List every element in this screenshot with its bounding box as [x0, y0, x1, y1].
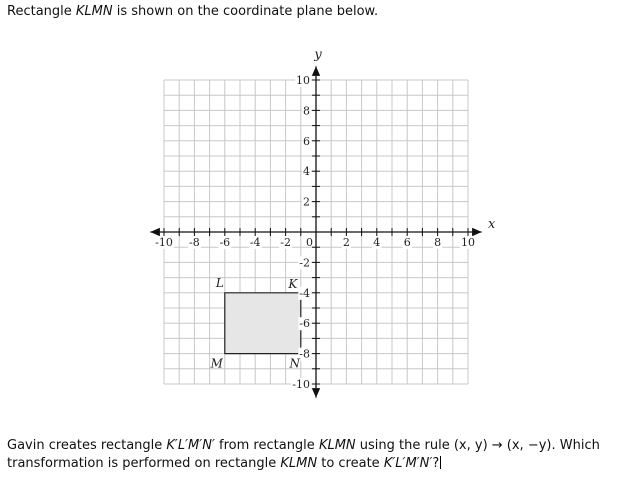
x-tick-label: -2 [280, 236, 291, 249]
y-tick-label: 8 [303, 104, 310, 118]
question-part-4: . Which transformation is performed on rectangle [7, 438, 600, 471]
y-tick-label: -10 [292, 378, 310, 391]
y-tick-label: 2 [303, 195, 310, 209]
question-image-name-2: K′L′M′N′ [383, 456, 433, 471]
vertex-label-k: K [288, 276, 298, 291]
origin-label: 0 [306, 236, 313, 249]
x-axis-arrow-left [150, 228, 160, 236]
y-tick-label: -6 [299, 317, 310, 331]
y-tick-label: 6 [303, 134, 310, 148]
question-image-name: K′L′M′N′ [166, 438, 215, 453]
vertex-label-n: N [289, 356, 301, 371]
question-rect-name: KLMN [318, 438, 356, 453]
rectangle-klmn [225, 293, 301, 354]
question-part-5: to create [317, 456, 384, 471]
y-tick-label: 4 [303, 165, 310, 179]
question-part-2: from rectangle [214, 438, 319, 453]
question-text [7, 437, 607, 473]
question-part-3: using the rule [355, 438, 454, 453]
x-tick-label: -10 [155, 236, 173, 249]
question-part-6: ? [432, 456, 440, 471]
x-tick-label: 2 [342, 236, 350, 249]
y-tick-label: -8 [299, 347, 310, 361]
x-tick-label: 10 [461, 236, 475, 249]
x-tick-label: -8 [189, 236, 200, 249]
question-part-1: Gavin creates rectangle [7, 438, 167, 453]
text-cursor [440, 456, 441, 469]
rectangle-shape [225, 293, 301, 354]
x-axis-arrow-right [472, 228, 482, 236]
intro-post: is shown on the coordinate plane below. [112, 4, 379, 19]
y-tick-label: 10 [296, 74, 310, 87]
x-axis-name: x [488, 217, 496, 232]
y-axis-arrow-down [312, 388, 320, 398]
x-tick-label: 4 [373, 236, 381, 249]
axes [150, 66, 481, 397]
intro-rect-name: KLMN [75, 4, 113, 19]
x-tick-label: -4 [249, 236, 261, 249]
vertex-label-l: L [215, 275, 224, 290]
intro-pre: Rectangle [7, 4, 76, 19]
question-rect-name-2: KLMN [280, 456, 318, 471]
question-rule: (x, y) → (x, −y) [453, 438, 552, 453]
y-tick-label: -2 [299, 256, 310, 270]
y-axis-arrow-up [312, 66, 320, 76]
vertex-label-m: M [210, 356, 223, 371]
x-tick-label: -6 [219, 236, 231, 249]
x-tick-label: 8 [434, 236, 442, 249]
x-tick-label: 6 [403, 236, 411, 249]
y-axis-name: y [314, 47, 322, 63]
tick-labels [154, 47, 496, 391]
y-tick-label: -4 [299, 286, 310, 300]
